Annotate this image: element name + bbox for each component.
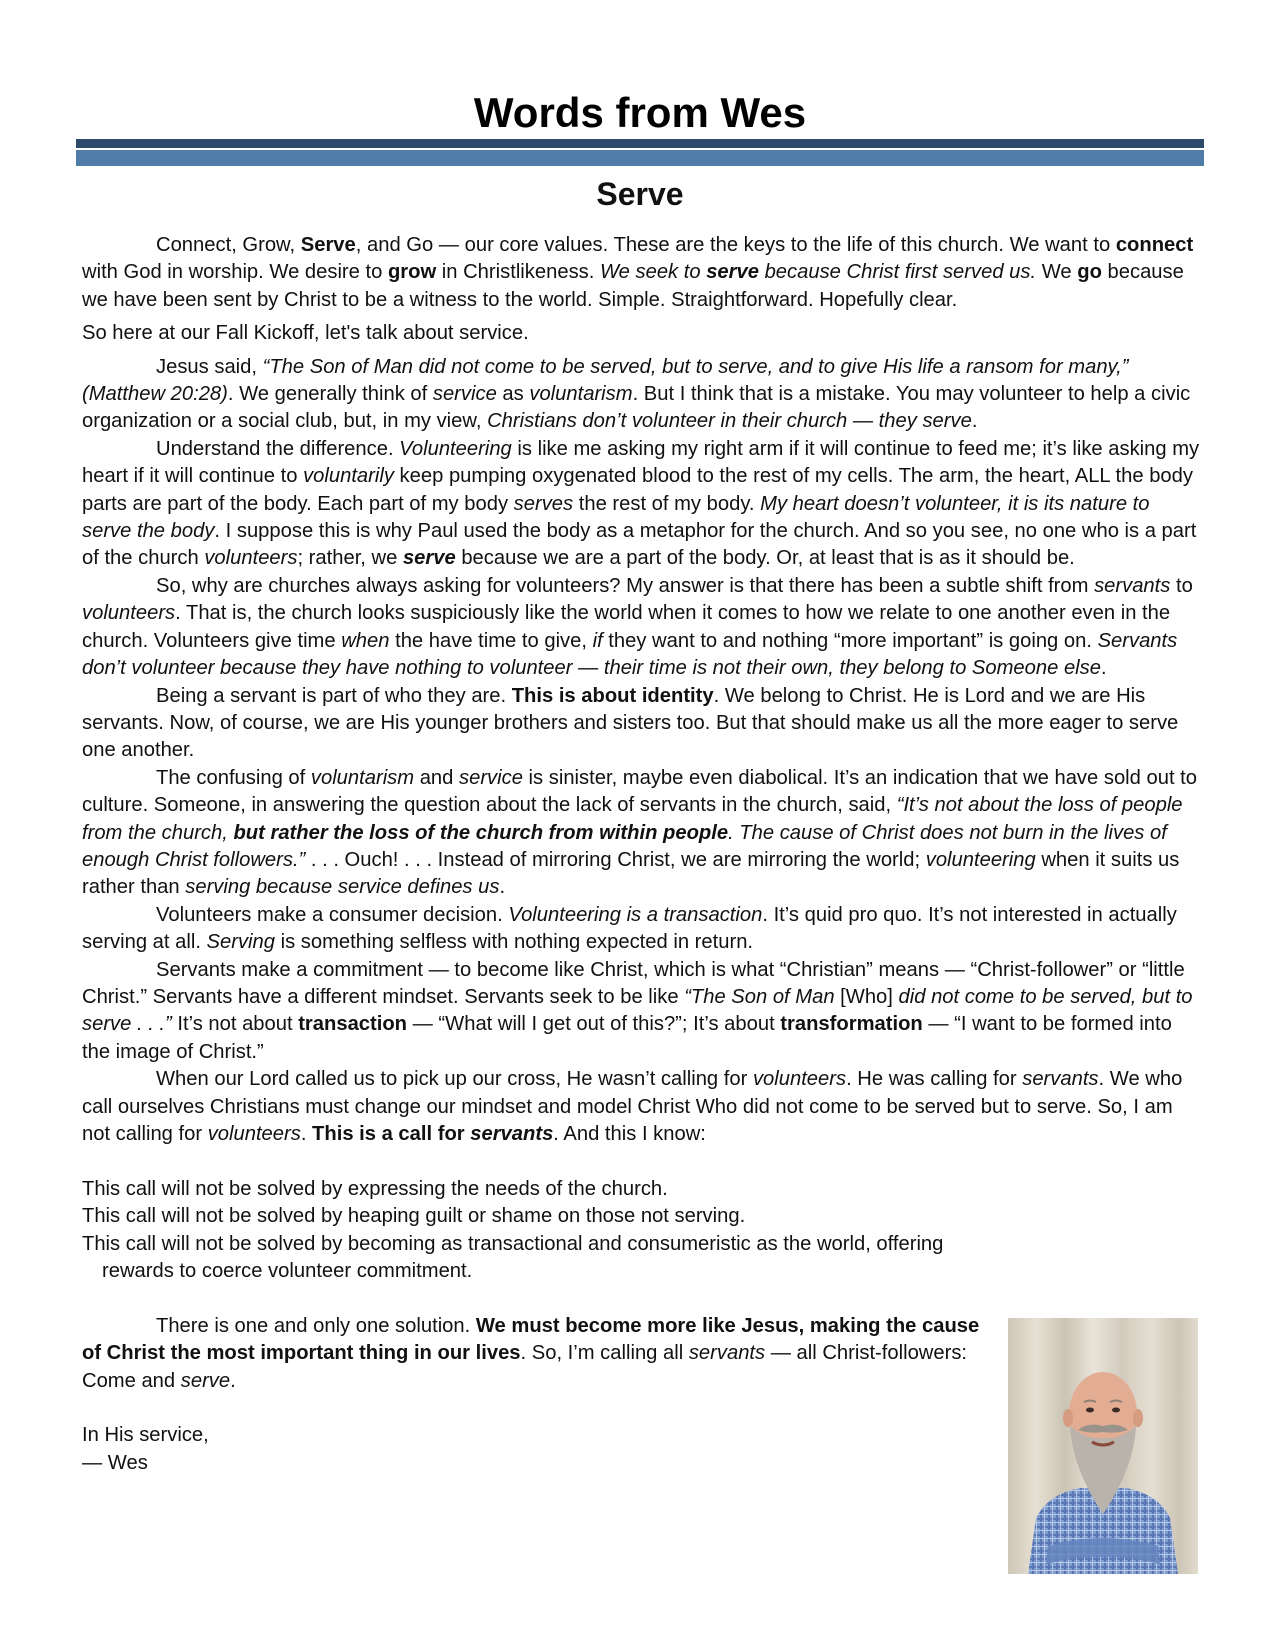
signature: — Wes xyxy=(82,1451,148,1474)
article-title: Serve xyxy=(596,176,684,212)
title-rule-dark xyxy=(76,139,1204,148)
spacer xyxy=(82,1148,1202,1175)
list-item: This call will not be solved by becoming as transactional and consumeristic as the world, offering rewards to coerce volunteer commitment. xyxy=(82,1232,944,1283)
paragraph-confusing: The confusing of voluntarism and service is sinister, maybe even diabolical. It’s an indication that we have sold out to culture. Someone, in answering the question about the lack of servants in the church, said, “It’s not about the loss of people from the church, but rather the loss of the church from within people. The cause of Christ does not burn in the lives of enough Christ followers.” . . . Ouch! . . . Instead of mirroring Christ, we are mirroring the world; volunteering when it suits us rather than serving because service defines us. xyxy=(82,766,1198,899)
spacer xyxy=(82,1285,1202,1312)
paragraph-call: When our Lord called us to pick up our cross, He wasn’t calling for volunteers. He was calling for servants. We who call ourselves Christians must change our mindset and model Christ Who did not come to be served but to serve. So, I am not calling for volunteers. This is a call for servants. And this I know: xyxy=(82,1068,1183,1145)
title-rule-light xyxy=(76,150,1204,166)
paragraph-jesus-said: Jesus said, “The Son of Man did not come to be served, but to serve, and to give His life a ransom for many,” (Matthew 20:28). We generally think of service as voluntarism. But I think that is a mistake. You may volunteer to help a civic organization or a social club, but, in my view, Christians don’t volunteer in their church — they serve. xyxy=(82,355,1191,433)
paragraph-volunteers: So, why are churches always asking for volunteers? My answer is that there has been a subtle shift from servants to volunteers. That is, the church looks suspiciously like the world when it comes to how we relate to one another even in the church. Volunteers give time when the have time to give, if they want to and nothing “more important” is going on. Servants don’t volunteer because they have nothing to volunteer — their time is not their own, they belong to Someone else. xyxy=(82,574,1193,680)
paragraph-fall-kickoff: So here at our Fall Kickoff, let's talk about service. xyxy=(82,322,529,345)
closing-line: In His service, xyxy=(82,1424,209,1447)
list-item: This call will not be solved by heaping guilt or shame on those not serving. xyxy=(82,1205,746,1228)
page-title: Words from Wes xyxy=(473,89,807,136)
paragraph-solution: There is one and only one solution. We must become more like Jesus, making the cause of Christ the most important thing in our lives. So, I’m calling all servants — all Christ-followers: Come and serve. xyxy=(82,1314,980,1392)
paragraph-difference: Understand the difference. Volunteering is like me asking my right arm if it will continue to feed me; it’s like asking my heart if it will continue to voluntarily keep pumping oxygenated blood to the rest of my cells. The arm, the heart, ALL the body parts are part of the body. Each part of my body serves the rest of my body. My heart doesn’t volunteer, it is its nature to serve the body. I suppose this is why Paul used the body as a metaphor for the church. And so you see, no one who is a part of the church volunteers; rather, we serve because we are a part of the body. Or, at least that is as it should be. xyxy=(82,437,1200,570)
article-body xyxy=(82,232,1202,1477)
paragraph-commitment: Servants make a commitment — to become like Christ, which is what “Christian” means — “Christ-follower” or “little Christ.” Servants have a different mindset. Servants seek to be like “The Son of Man [Who] did not come to be served, but to serve . . .” It’s not about transaction — “What will I get out of this?”; It’s about transformation — “I want to be formed into the image of Christ.” xyxy=(82,958,1193,1063)
paragraph-consumer: Volunteers make a consumer decision. Volunteering is a transaction. It’s quid pro quo. It’s not interested in actually serving at all. Serving is something selfless with nothing expected in return. xyxy=(82,903,1177,954)
list-item: This call will not be solved by expressing the needs of the church. xyxy=(82,1177,668,1200)
author-photo xyxy=(1008,1318,1198,1574)
paragraph-core-values: Connect, Grow, Serve, and Go — our core values. These are the keys to the life of this church. We want to connect with God in worship. We desire to grow in Christlikeness. We seek to serve because Christ first served us. We go because we have been sent by Christ to be a witness to the world. Simple. Straightforward. Hopefully clear. xyxy=(82,234,1194,311)
paragraph-identity: Being a servant is part of who they are. This is about identity. We belong to Christ. He is Lord and we are His servants. Now, of course, we are His younger brothers and sisters too. But that should make us all the more eager to serve one another. xyxy=(82,684,1179,762)
